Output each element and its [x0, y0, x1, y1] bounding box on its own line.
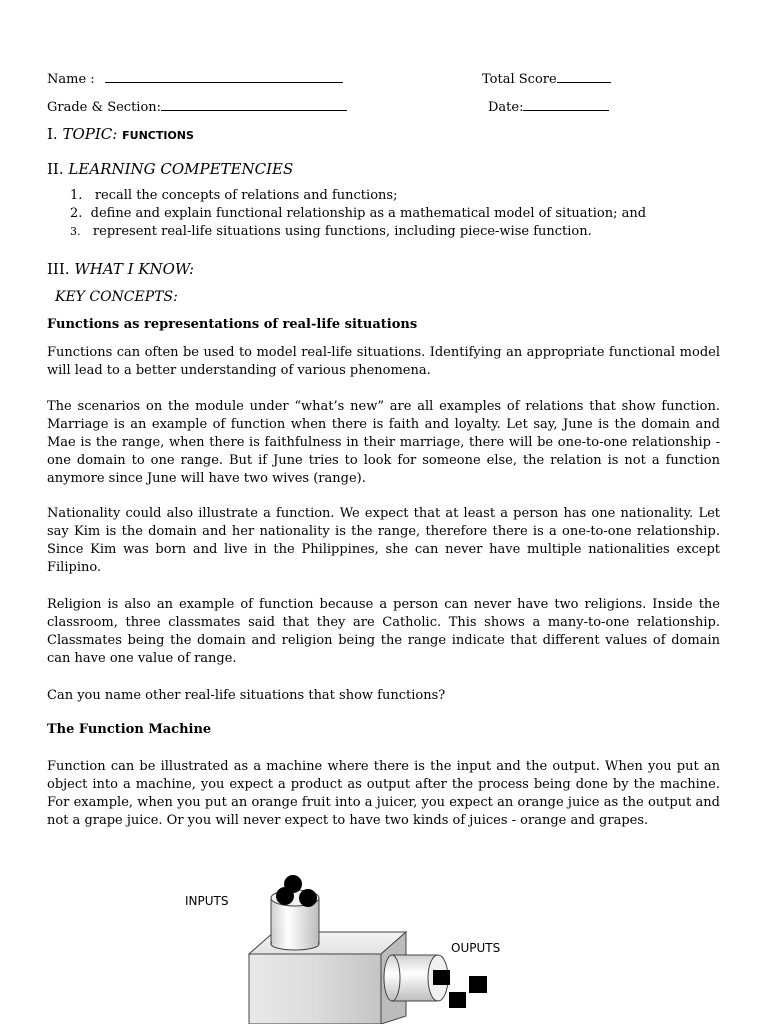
name-blank[interactable]	[105, 70, 343, 83]
grade-section-label: Grade & Section:	[47, 100, 162, 115]
competencies-roman: II.	[47, 160, 64, 178]
date-field[interactable]	[488, 98, 609, 115]
topic-heading	[47, 125, 194, 143]
paragraph: Nationality could also illustrate a function. We expect that at least a person has one nationality. Let say Kim is the domain and her nationality is the range, therefore there is a one-to-one relationship. Since Kim was born and live in the Philippines, she can never have multiple nationalities except Filipino.	[47, 506, 720, 575]
what-i-know-title: WHAT I KNOW:	[74, 260, 195, 278]
paragraph: Functions can often be used to model real-life situations. Identifying an appropriate functional model will lead to a better understanding of various phenomena.	[47, 345, 720, 378]
grade-section-field[interactable]	[47, 98, 347, 115]
competency-item	[70, 206, 646, 221]
competency-item	[70, 224, 592, 239]
total-score-field[interactable]	[482, 70, 611, 87]
paragraph: Religion is also an example of function because a person can never have two religions. Inside the classroom, three classmates said that they are Catholic. This shows a many-to-one relationship. Classmates being the domain and religion being the range indicate that different values of domain can have one value of range.	[47, 597, 720, 666]
name-field[interactable]	[47, 70, 343, 87]
date-blank[interactable]	[523, 98, 609, 111]
total-score-label: Total Score	[482, 72, 557, 87]
competencies-heading	[47, 160, 293, 178]
paragraph: The scenarios on the module under “what’s new” are all examples of relations that show function. Marriage is an example of function when there is faith and loyalty. Let say, June is the domain and Mae is the range, when there is faithfulness in their marriage, there will be one-to-one relationship - one domain to one range. But if June tries to look for someone else, the relation is not a function anymore since June will have two wives (range).	[47, 399, 720, 486]
competency-text: represent real-life situations using functions, including piece-wise function.	[92, 224, 592, 239]
name-label: Name :	[47, 72, 95, 87]
function-machine-heading: The Function Machine	[47, 722, 212, 737]
topic-roman: I.	[47, 125, 58, 143]
inputs-label: INPUTS	[185, 894, 229, 908]
total-score-blank[interactable]	[557, 70, 611, 83]
function-machine-paragraph: Function can be illustrated as a machine where there is the input and the output. When you put an object into a machine, you expect a product as output after the process being done by the machine. For example, when you put an orange fruit into a juicer, you expect an orange juice as the output and not a grape juice. Or you will never expect to have two kinds of juices - orange and grapes.	[47, 759, 720, 828]
competency-number: 2.	[70, 206, 83, 221]
competencies-title: LEARNING COMPETENCIES	[68, 160, 294, 178]
what-i-know-heading	[47, 260, 194, 278]
date-label: Date:	[488, 100, 524, 115]
grade-section-blank[interactable]	[161, 98, 347, 111]
key-concepts-heading: KEY CONCEPTS:	[55, 289, 178, 305]
outputs-label: OUPUTS	[451, 941, 501, 955]
competency-number: 1.	[70, 188, 83, 203]
paragraph: Can you name other real-life situations that show functions?	[47, 688, 446, 703]
competency-text: define and explain functional relationship as a mathematical model of situation; and	[90, 206, 647, 221]
what-i-know-roman: III.	[47, 260, 70, 278]
function-machine-illustration	[230, 868, 510, 1024]
competency-text: recall the concepts of relations and functions;	[94, 188, 398, 203]
topic-value: FUNCTIONS	[122, 129, 194, 142]
topic-label: TOPIC:	[62, 125, 118, 143]
competency-number: 3.	[70, 225, 81, 238]
competency-item	[70, 188, 397, 203]
functions-subheading: Functions as representations of real-life situations	[47, 317, 418, 332]
